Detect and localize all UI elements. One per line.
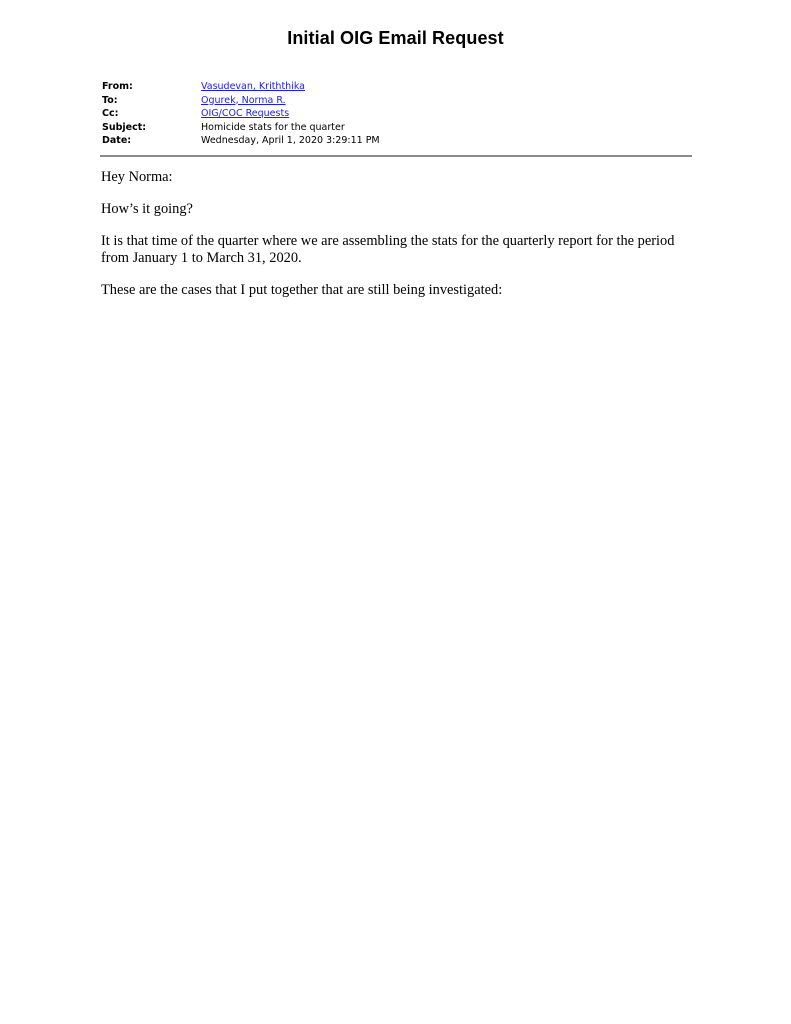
subject-row (102, 121, 380, 135)
date-value: Wednesday, April 1, 2020 3:29:11 PM (201, 135, 380, 146)
to-row (102, 94, 380, 108)
from-label: From: (102, 81, 133, 92)
cc-link[interactable]: OIG/COC Requests (201, 108, 290, 119)
to-label: To: (102, 94, 118, 106)
header-divider (100, 155, 692, 157)
body-paragraph-2: These are the cases that I put together that are still being investigated: (101, 282, 503, 298)
subject-label: Subject: (102, 121, 147, 133)
document-title: Initial OIG Email Request (287, 28, 504, 48)
email-header (102, 80, 380, 148)
body-paragraph-1: It is that time of the quarter where we are assembling the stats for the quarterly report for the period from January 1 to March 31, 2020. (101, 233, 675, 266)
cc-label: Cc: (102, 108, 119, 119)
date-label: Date: (102, 135, 132, 146)
from-row (102, 80, 380, 94)
subject-value: Homicide stats for the quarter (201, 121, 345, 133)
date-row (102, 134, 380, 148)
to-link[interactable]: Ogurek, Norma R. (201, 94, 286, 106)
greeting: Hey Norma: (101, 169, 173, 185)
body-line-1: How’s it going? (101, 201, 193, 217)
cc-row (102, 107, 380, 121)
from-link[interactable]: Vasudevan, Kriththika (201, 81, 305, 92)
email-body (101, 169, 701, 314)
